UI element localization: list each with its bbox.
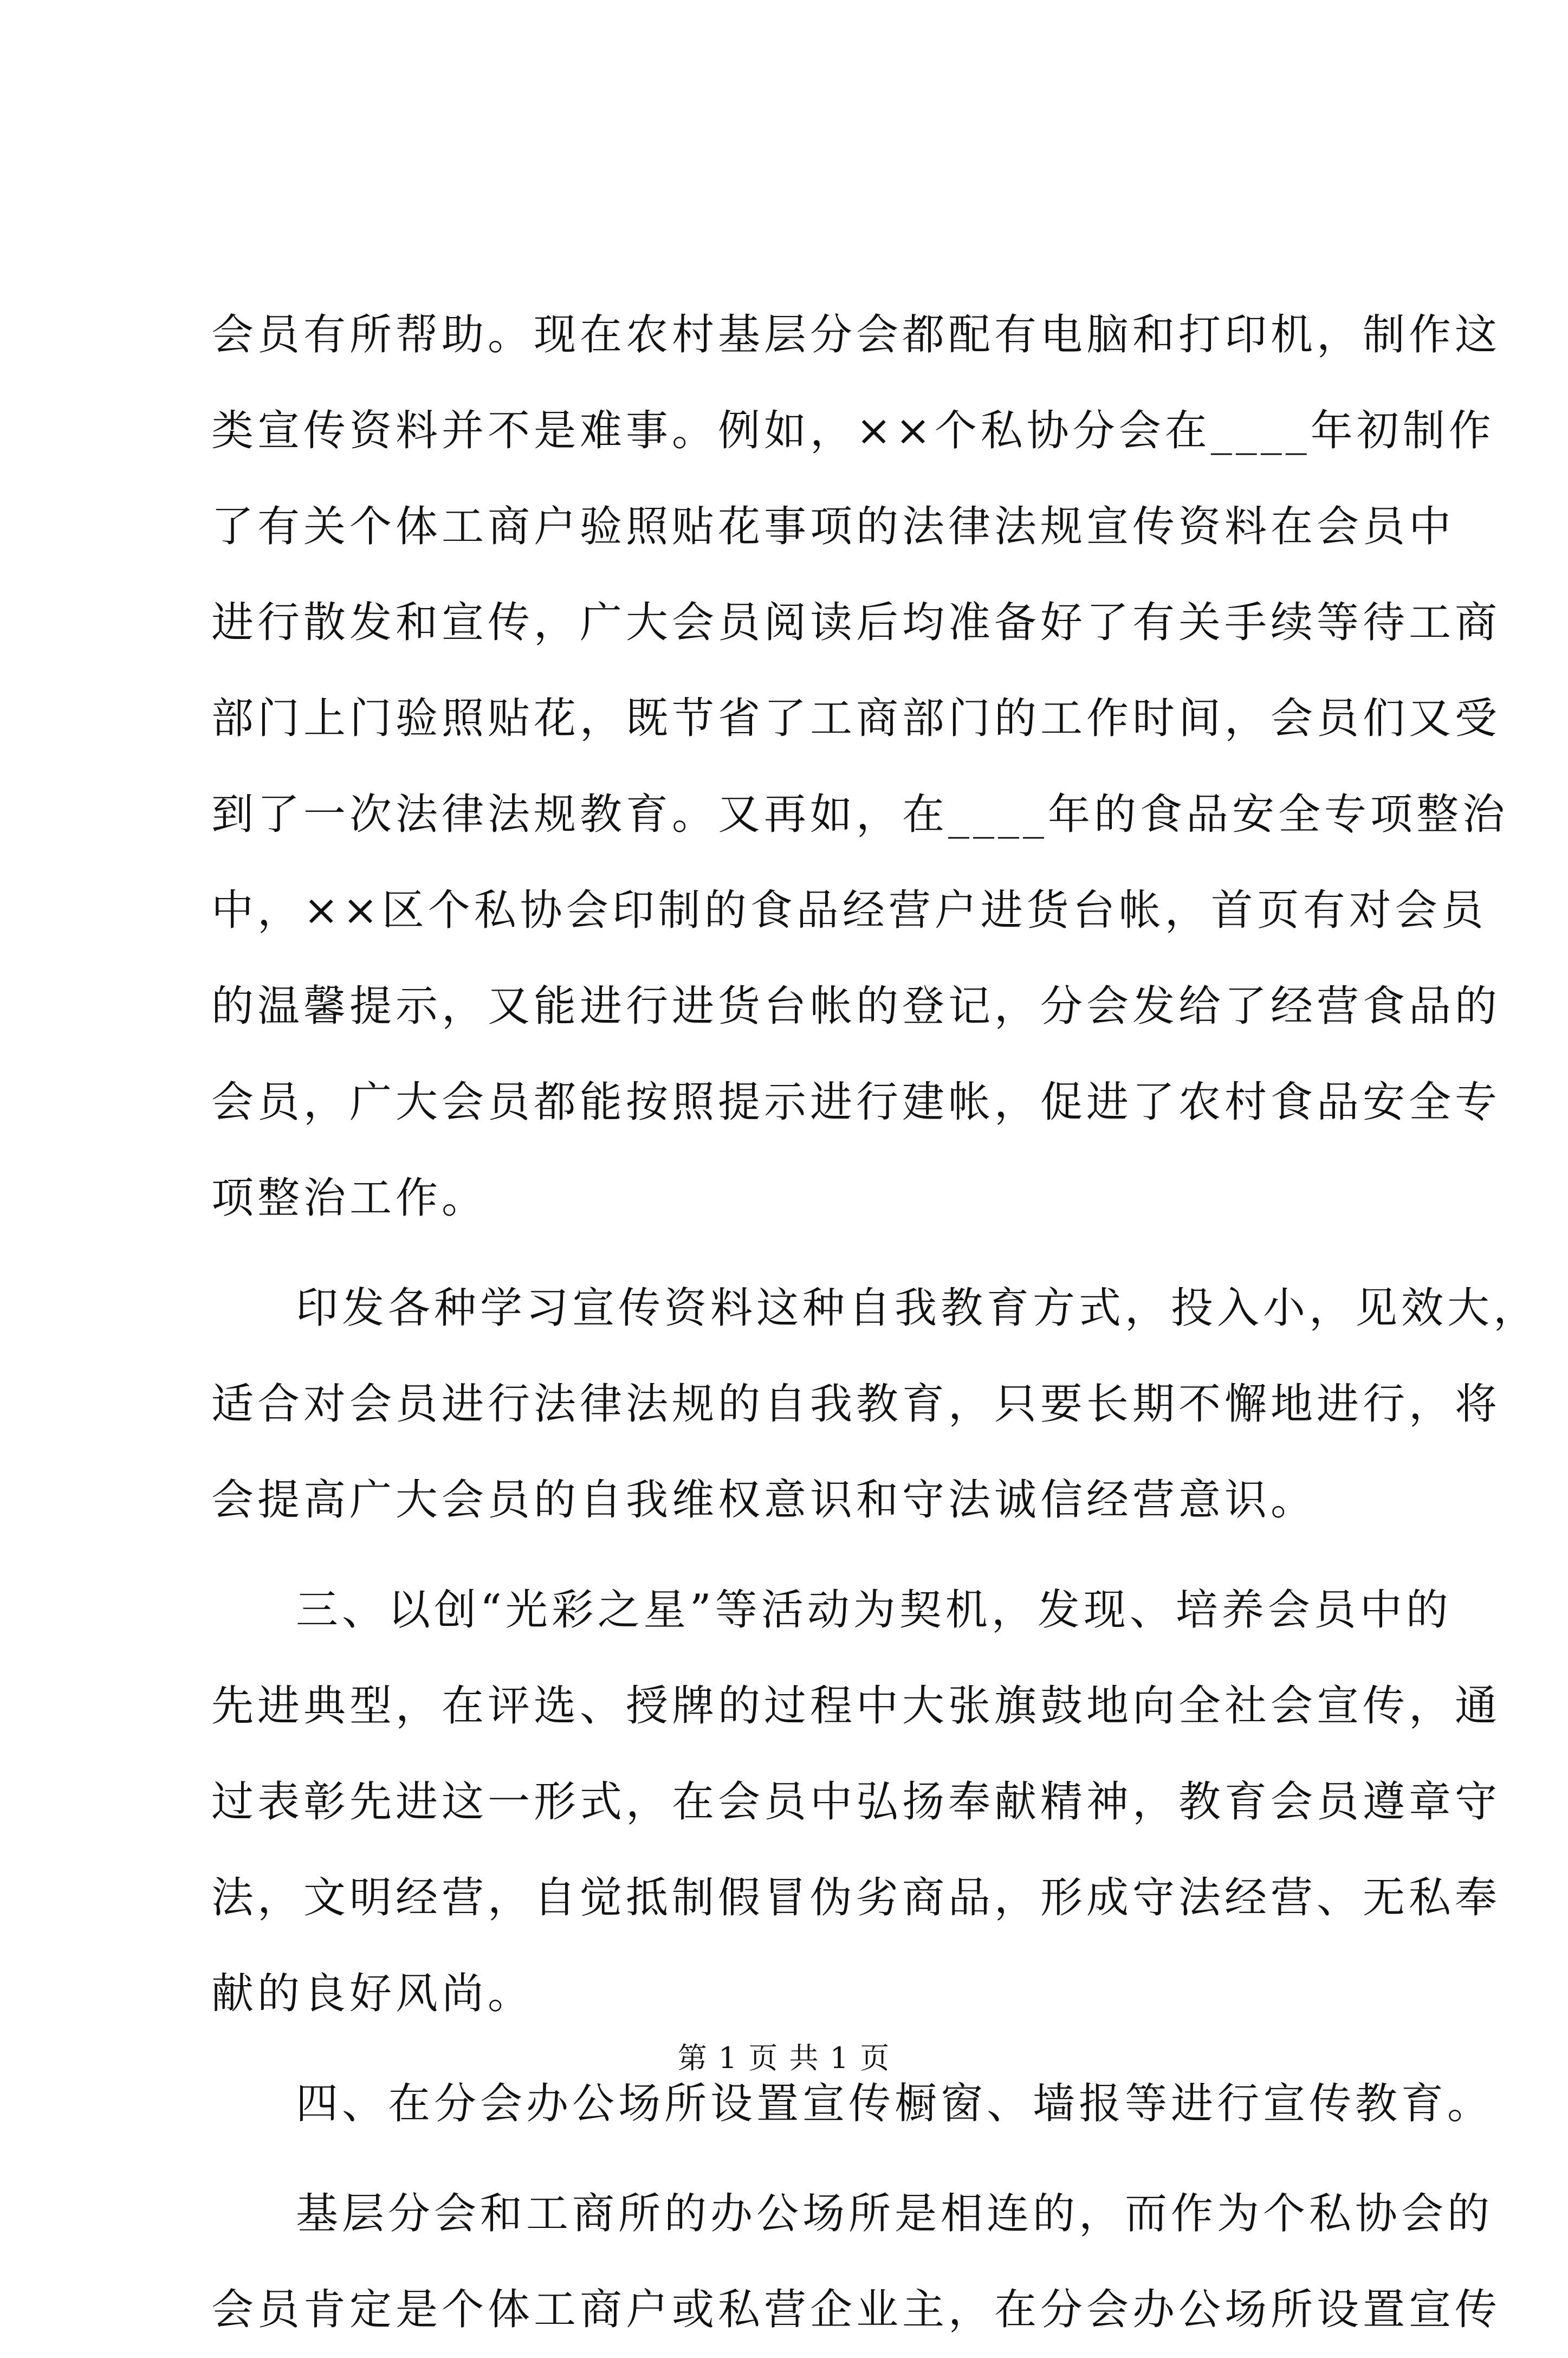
text-line: 先进典型，在评选、授牌的过程中大张旗鼓地向全社会宣传，通: [211, 1682, 1501, 1730]
text-line: 中，××区个私协会印制的食品经营户进货台帐，首页有对会员: [211, 886, 1487, 935]
paragraph: [211, 1562, 1501, 2042]
text-line: 类宣传资料并不是难事。例如，××个私协分会在____年初制作: [211, 406, 1495, 455]
paragraph: [211, 287, 1509, 1246]
text-line: 基层分会和工商所的办公场所是相连的，而作为个私协会的: [296, 2189, 1494, 2238]
text-line: 三、以创“光彩之星”等活动为契机，发现、培养会员中的: [296, 1586, 1452, 1635]
text-line: 印发各种学习宣传资料这种自我教育方式，投入小，见效大，: [296, 1284, 1540, 1333]
text-line: 部门上门验照贴花，既节省了工商部门的工作时间，会员们又受: [211, 694, 1501, 743]
text-line: 献的良好风尚。: [211, 1969, 534, 2018]
paragraph-gap: [211, 2152, 1376, 2166]
text-line: 到了一次法律法规教育。又再如，在____年的食品安全专项整治: [211, 790, 1509, 839]
text-line: 会提高广大会员的自我维权意识和守法诚信经营意识。: [211, 1476, 1317, 1524]
paragraph-gap: [211, 1246, 1376, 1261]
text-line: 进行散发和宣传，广大会员阅读后均准备好了有关手续等待工商: [211, 598, 1501, 647]
page-footer: 第 1 页 共 1 页: [677, 2041, 891, 2075]
text-line: 会员肯定是个体工商户或私营企业主，在分会办公场所设置宣传: [211, 2285, 1501, 2334]
text-line: 会员有所帮助。现在农村基层分会都配有电脑和打印机，制作这: [211, 311, 1501, 359]
text-line: 项整治工作。: [211, 1174, 488, 1223]
text-line: 过表彰先进这一形式，在会员中弘扬奉献精神，教育会员遵章守: [211, 1778, 1501, 1826]
text-line: 法，文明经营，自觉抵制假冒伪劣商品，形成守法经营、无私奉: [211, 1874, 1501, 1922]
text-line: 的温馨提示，又能进行进货台帐的登记，分会发给了经营食品的: [211, 982, 1501, 1031]
text-line: 了有关个体工商户验照贴花事项的法律法规宣传资料在会员中: [211, 502, 1455, 551]
text-line: 适合对会员进行法律法规的自我教育，只要长期不懈地进行，将: [211, 1380, 1501, 1429]
paragraph: [211, 2166, 1501, 2358]
text-line: 四、在分会办公场所设置宣传橱窗、墙报等进行宣传教育。: [296, 2079, 1494, 2128]
paragraph-gap: [211, 1548, 1376, 1562]
text-line: 会员，广大会员都能按照提示进行建帐，促进了农村食品安全专: [211, 1078, 1501, 1127]
paragraph: [211, 1261, 1540, 1548]
